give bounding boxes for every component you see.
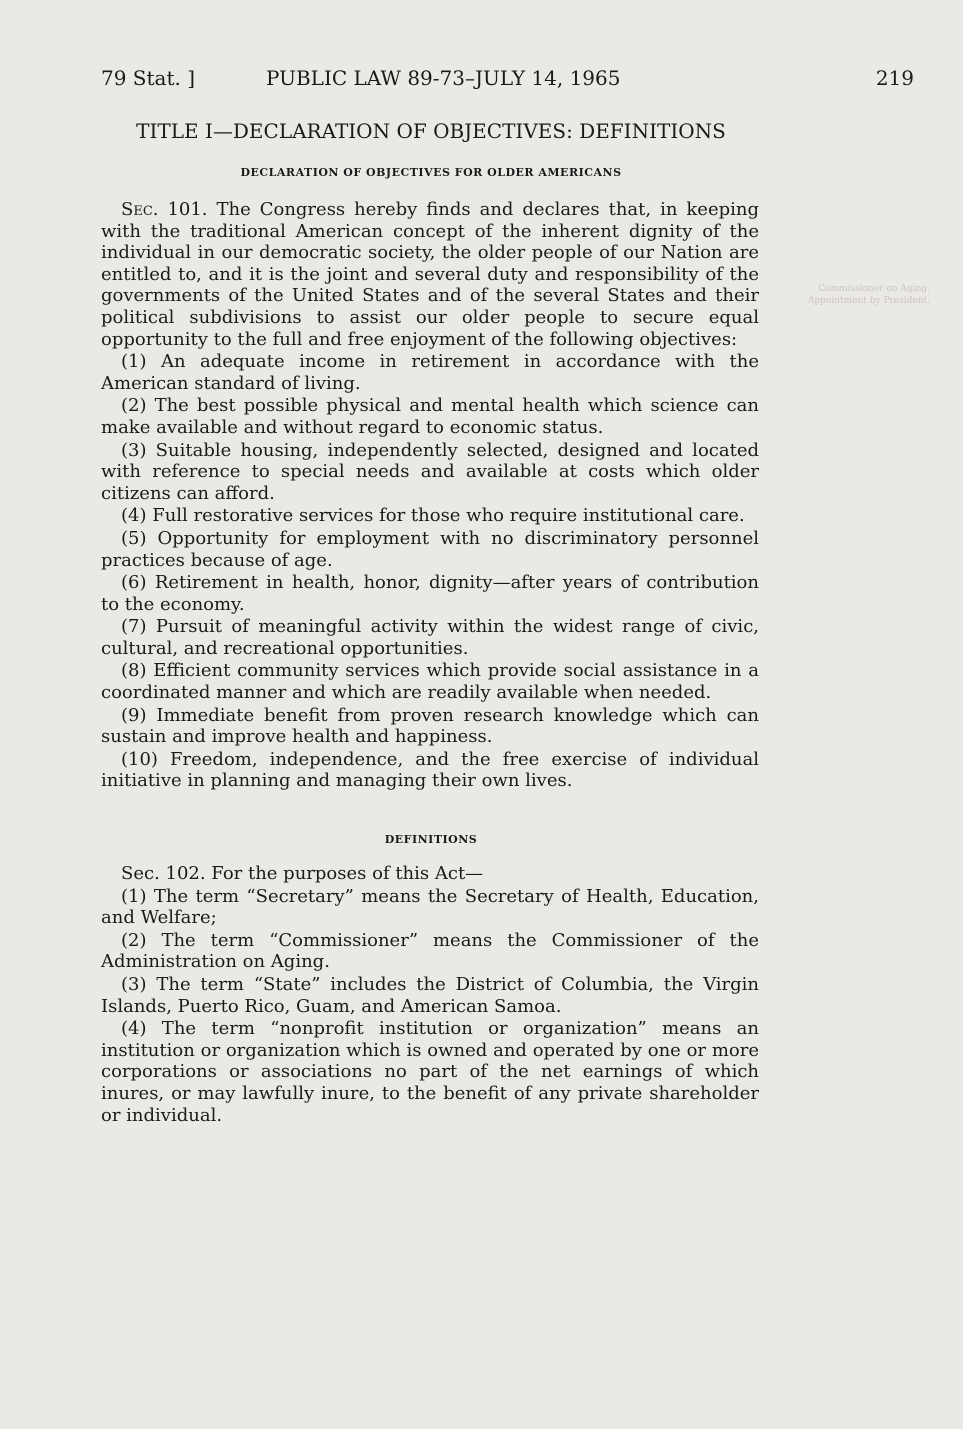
objective-item: (9) Immediate benefit from proven research knowledge which can sustain and improve health and happiness. — [101, 704, 759, 748]
objective-item: (6) Retirement in health, honor, dignity—after years of contribution to the economy. — [101, 572, 759, 615]
definition-item: (1) The term “Secretary” means the Secretary of Health, Education, and Welfare; — [101, 885, 759, 929]
section-101 — [101, 199, 759, 792]
objective-item: (1) An adequate income in retirement in accordance with the American standard of living. — [101, 351, 759, 394]
objective-item: (5) Opportunity for employment with no discriminatory personnel practices because of age. — [101, 527, 759, 571]
statute-volume: 79 Stat. ] — [101, 66, 196, 90]
section-101-heading: DECLARATION OF OBJECTIVES FOR OLDER AMERICANS — [240, 166, 622, 179]
section-101-label: Sec. 101. — [121, 199, 208, 220]
page-number: 219 — [875, 66, 914, 90]
objective-item: (8) Efficient community services which provide social assistance in a coordinated manner and which are readily available when needed. — [101, 660, 759, 704]
definition-item: (2) The term “Commissioner” means the Commissioner of the Administration on Aging. — [101, 929, 759, 973]
section-101-text: The Congress hereby finds and declares that, in keeping with the traditional American concept of the inherent dignity of the individual in our democratic society, the older people of our Nation are entitled to, and it is the joint and several duty and responsibility of the governments of the United States and of the several States and their political subdivisions to assist our older people to secure equal opportunity to the full and free enjoyment of the following objectives: — [101, 199, 759, 350]
objective-item: (3) Suitable housing, independently selected, designed and located with reference to special needs and available at costs which older citizens can afford. — [101, 439, 759, 504]
running-head — [101, 66, 914, 96]
section-102 — [101, 863, 759, 1126]
section-102-intro: Sec. 102. For the purposes of this Act— — [121, 863, 484, 884]
title-heading: TITLE I—DECLARATION OF OBJECTIVES: DEFINITIONS — [136, 119, 726, 143]
objective-item: (4) Full restorative services for those who require institutional care. — [121, 505, 745, 527]
definition-item: (4) The term “nonprofit institution or organization” means an institution or organization which is owned and operated by one or more corporations or associations no part of the net earnings of which inures, or may lawfully inure, to the benefit of any private shareholder or individual. — [101, 1018, 759, 1126]
objective-item: (7) Pursuit of meaningful activity within the widest range of civic, cultural, and recreational opportunities. — [101, 616, 759, 659]
section-101-intro — [101, 199, 759, 350]
definition-item: (3) The term “State” includes the District of Columbia, the Virgin Islands, Puerto Rico, Guam, and American Samoa. — [101, 973, 759, 1017]
section-102-heading: DEFINITIONS — [384, 833, 478, 846]
objective-item: (2) The best possible physical and mental health which science can make available and without regard to economic status. — [101, 395, 759, 438]
margin-note: Commissioner on Aging. Appointment by President. — [807, 284, 930, 306]
objective-item: (10) Freedom, independence, and the free exercise of individual initiative in planning and managing their own lives. — [101, 748, 759, 792]
law-reference: PUBLIC LAW 89-73–JULY 14, 1965 — [266, 66, 621, 90]
